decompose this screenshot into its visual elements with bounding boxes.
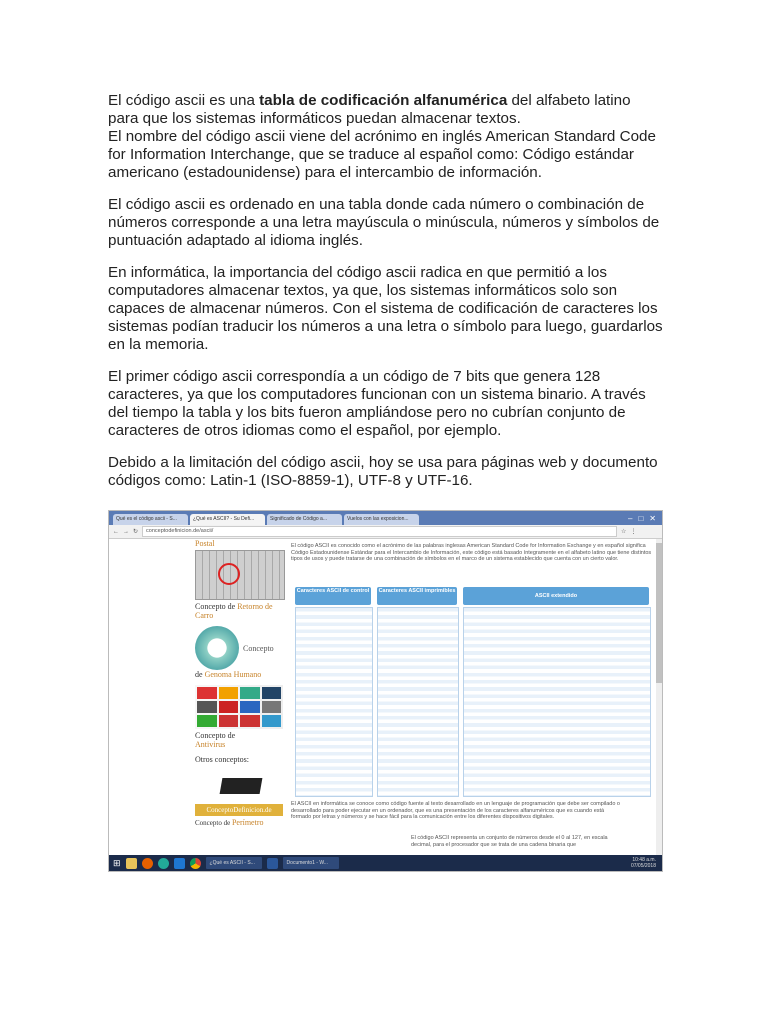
- table-cells-extended: [463, 607, 651, 797]
- web-page: [109, 539, 662, 855]
- window-controls: [628, 513, 662, 525]
- paragraph-limitation: Debido a la limitación del código ascii, hoy se usa para páginas web y documento códigos como: Latin-1 (ISO-8859-1), UTF-8 y UTF-16.: [108, 454, 658, 489]
- document-body: [108, 92, 664, 504]
- highlight-ring: [218, 563, 240, 585]
- antivirus-logos-image: [195, 685, 283, 729]
- url-field: conceptodefinicion.de/ascii/: [142, 526, 617, 537]
- media-player-icon: [158, 858, 169, 869]
- taskbar-app-word: Documento1 - W...: [283, 857, 339, 869]
- table-header-printable: Caracteres ASCII imprimibles: [377, 587, 457, 605]
- edge-icon: [174, 858, 185, 869]
- system-tray: [631, 857, 662, 869]
- maximize-icon: □: [638, 514, 644, 523]
- table-cells-printable: [377, 607, 459, 797]
- paragraph-intro: El código ascii es una tabla de codificación alfanumérica del alfabeto latino para que los sistemas informáticos puedan almacenar textos.: [108, 92, 631, 127]
- browser-tab: Significado de Código a...: [267, 514, 342, 525]
- file-explorer-icon: [126, 858, 137, 869]
- windows-start-icon: ⊞: [113, 857, 121, 868]
- cdef-banner: ConceptoDefinicion.de: [195, 804, 283, 816]
- browser-tab-bar: [109, 511, 662, 525]
- paragraph-ordering: El código ascii es ordenado en una tabla donde cada número o combinación de números corresponde a una letra mayúscula o minúscula, números y símbolos de puntuación adaptado al idioma inglés.: [108, 196, 660, 249]
- article-intro: El código ASCII es conocido como el acrónimo de las palabras inglesas American Standard Code for Information Exchange y en español significa Código Estadounidense Estándar para el Intercambio de Información, este código está basado íntegramente en el alfabeto latino que tiene distintos tipos de usos y puede tratarse de una combinación de símbolos en el marco de un sistema establecido que cuenta con un cierto valor.: [291, 543, 652, 562]
- bold-phrase: tabla de codificación alfanumérica: [259, 92, 508, 109]
- article-content: [291, 539, 653, 848]
- taskbar-app-chrome: ¿Qué es ASCII - S...: [206, 857, 262, 869]
- sidebar-link-genoma: de Genoma Humano: [195, 670, 262, 679]
- table-cells-control: [295, 607, 373, 797]
- sidebar-link-antivirus: Concepto de Antivirus: [195, 731, 236, 749]
- browser-tab-active: ¿Qué es ASCII? - Su Defi...: [190, 514, 265, 525]
- sidebar: Postal Concepto de Retorno de Carro Concepto de Genoma Humano Concepto de Antivirus Otros conceptos: ConceptoDefinicion.de Concepto de Perímetro: [195, 539, 285, 827]
- browser-tab: Qué es el código ascii - S...: [113, 514, 188, 525]
- forward-icon: →: [123, 528, 129, 535]
- sidebar-link-perimetro: Concepto de Perímetro: [195, 818, 264, 827]
- article-paragraph-last: El código ASCII representa un conjunto de números desde el 0 al 127, en escala decimal, para el procesador que se trata de una cadena binaria que: [411, 835, 608, 848]
- firefox-icon: [142, 858, 153, 869]
- address-bar: [109, 525, 662, 539]
- genome-image: [195, 626, 239, 670]
- paragraph-importance: En informática, la importancia del código ascii radica en que permitió a los computadores almacenar textos, ya que, los sistemas informáticos solo son capaces de almacenar números. Con el sistema de codificación de caracteres los sistemas podían traducir los números a una letra o símbolo para luego, guardarlos en la memoria.: [108, 264, 663, 353]
- sidebar-link-postal: Postal: [195, 539, 215, 548]
- paragraph-name-origin: El nombre del código ascii viene del acrónimo en inglés American Standard Code for Information Interchange, que se traduce al español como: Código estándar americano (estadounidense) para el intercambio de información.: [108, 128, 656, 181]
- tray-time: 10:48 a.m.: [632, 857, 656, 863]
- chrome-icon: [190, 858, 201, 869]
- browser-tab: Vuelos con las exposicion...: [344, 514, 419, 525]
- windows-taskbar: [109, 855, 662, 871]
- tray-date: 07/05/2018: [630, 863, 656, 869]
- keyboard-image: [195, 550, 285, 600]
- reload-icon: ↻: [133, 529, 139, 535]
- table-header-control: Caracteres ASCII de control: [295, 587, 371, 605]
- embedded-browser-screenshot: [108, 510, 663, 872]
- back-icon: ←: [113, 528, 119, 535]
- table-header-extended: ASCII extendido: [463, 587, 649, 605]
- article-paragraph: El ASCII en informática se conoce como código fuente al texto desarrollado en un lenguaje de programación que debe ser compilado o desarrollado para poder ejecutar en un ordenador, que es una presentación de los caracteres alfanuméricos que es cuando está formado por letras y números y se hace fácil para la comunicación entre los diferentes dispositivos digitales.: [291, 801, 620, 820]
- star-icon: ☆: [621, 529, 627, 535]
- sidebar-other-concepts: Otros conceptos:: [195, 755, 249, 764]
- close-icon: ✕: [649, 514, 656, 523]
- sidebar-link-retorno: Concepto de Retorno de Carro: [195, 602, 273, 620]
- scrollbar: [656, 539, 662, 855]
- paragraph-7bit: El primer código ascii correspondía a un código de 7 bits que genera 128 caracteres, ya que los computadores funcionan con un sistema binario. A través del tiempo la tabla y los bits fueron ampliándose pero no cubrían conjunto de caracteres de otros idiomas como el español, por ejemplo.: [108, 368, 646, 439]
- menu-icon: ⋮: [630, 529, 637, 535]
- word-icon: [267, 858, 278, 869]
- graduation-cap-icon: [220, 778, 263, 794]
- ascii-table-image: [291, 587, 653, 797]
- minimize-icon: –: [628, 514, 633, 523]
